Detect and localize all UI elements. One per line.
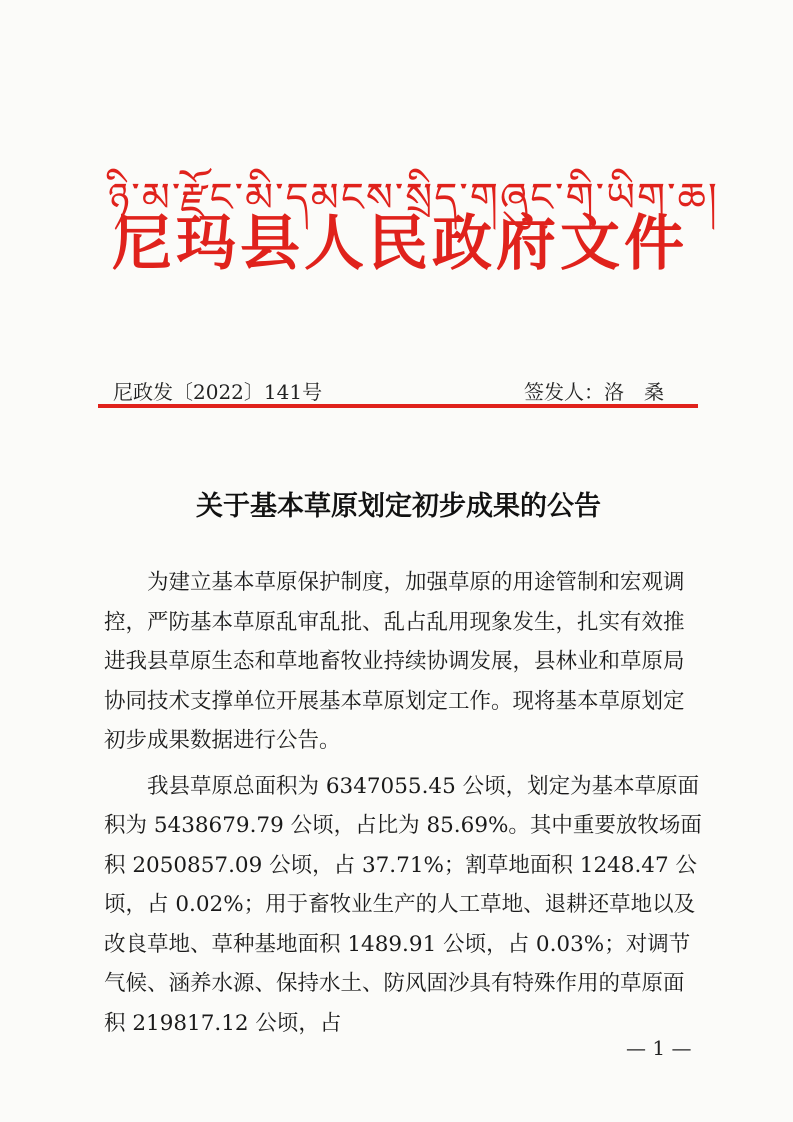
notice-title: 关于基本草原划定初步成果的公告 (196, 491, 601, 522)
paragraph-2: 我县草原总面积为 6347055.45 公顷，划定为基本草原面积为 5438679.79 公顷，占比为 85.69%。其中重要放牧场面积 2050857.09 公顷，占 37.71%；割草地面积 1248.47 公顷，占 0.02%；用于畜牧业生产的人工草地、退耕还草地以及改良草地、草种基地面积 1489.91 公顷，占 0.03%；对调节气候、涵养水源、保持水土、防风固沙具有特殊作用的草原面积 219817.12 公顷，占 (104, 773, 702, 1036)
signer: 签发人：洛 桑 (524, 380, 664, 404)
red-divider-line (98, 404, 698, 408)
chinese-letterhead: 尼玛县人民政府文件 (112, 209, 688, 279)
paragraph-1: 为建立基本草原保护制度，加强草原的用途管制和宏观调控，严防基本草原乱审乱批、乱占乱用现象发生，扎实有效推进我县草原生态和草地畜牧业持续协调发展，县林业和草原局协同技术支撑单位开展基本草原划定工作。现将基本草原划定初步成果数据进行公告。 (104, 570, 685, 753)
notice-body (104, 563, 704, 1043)
tibetan-letterhead: ཉི་མ་རྫོང་མི་དམངས་སྲིད་གཞུང་གི་ཡིག་ཆ། (108, 175, 719, 221)
document-number: 尼政发〔2022〕141号 (113, 380, 323, 404)
page-number: — 1 — (626, 1036, 692, 1060)
